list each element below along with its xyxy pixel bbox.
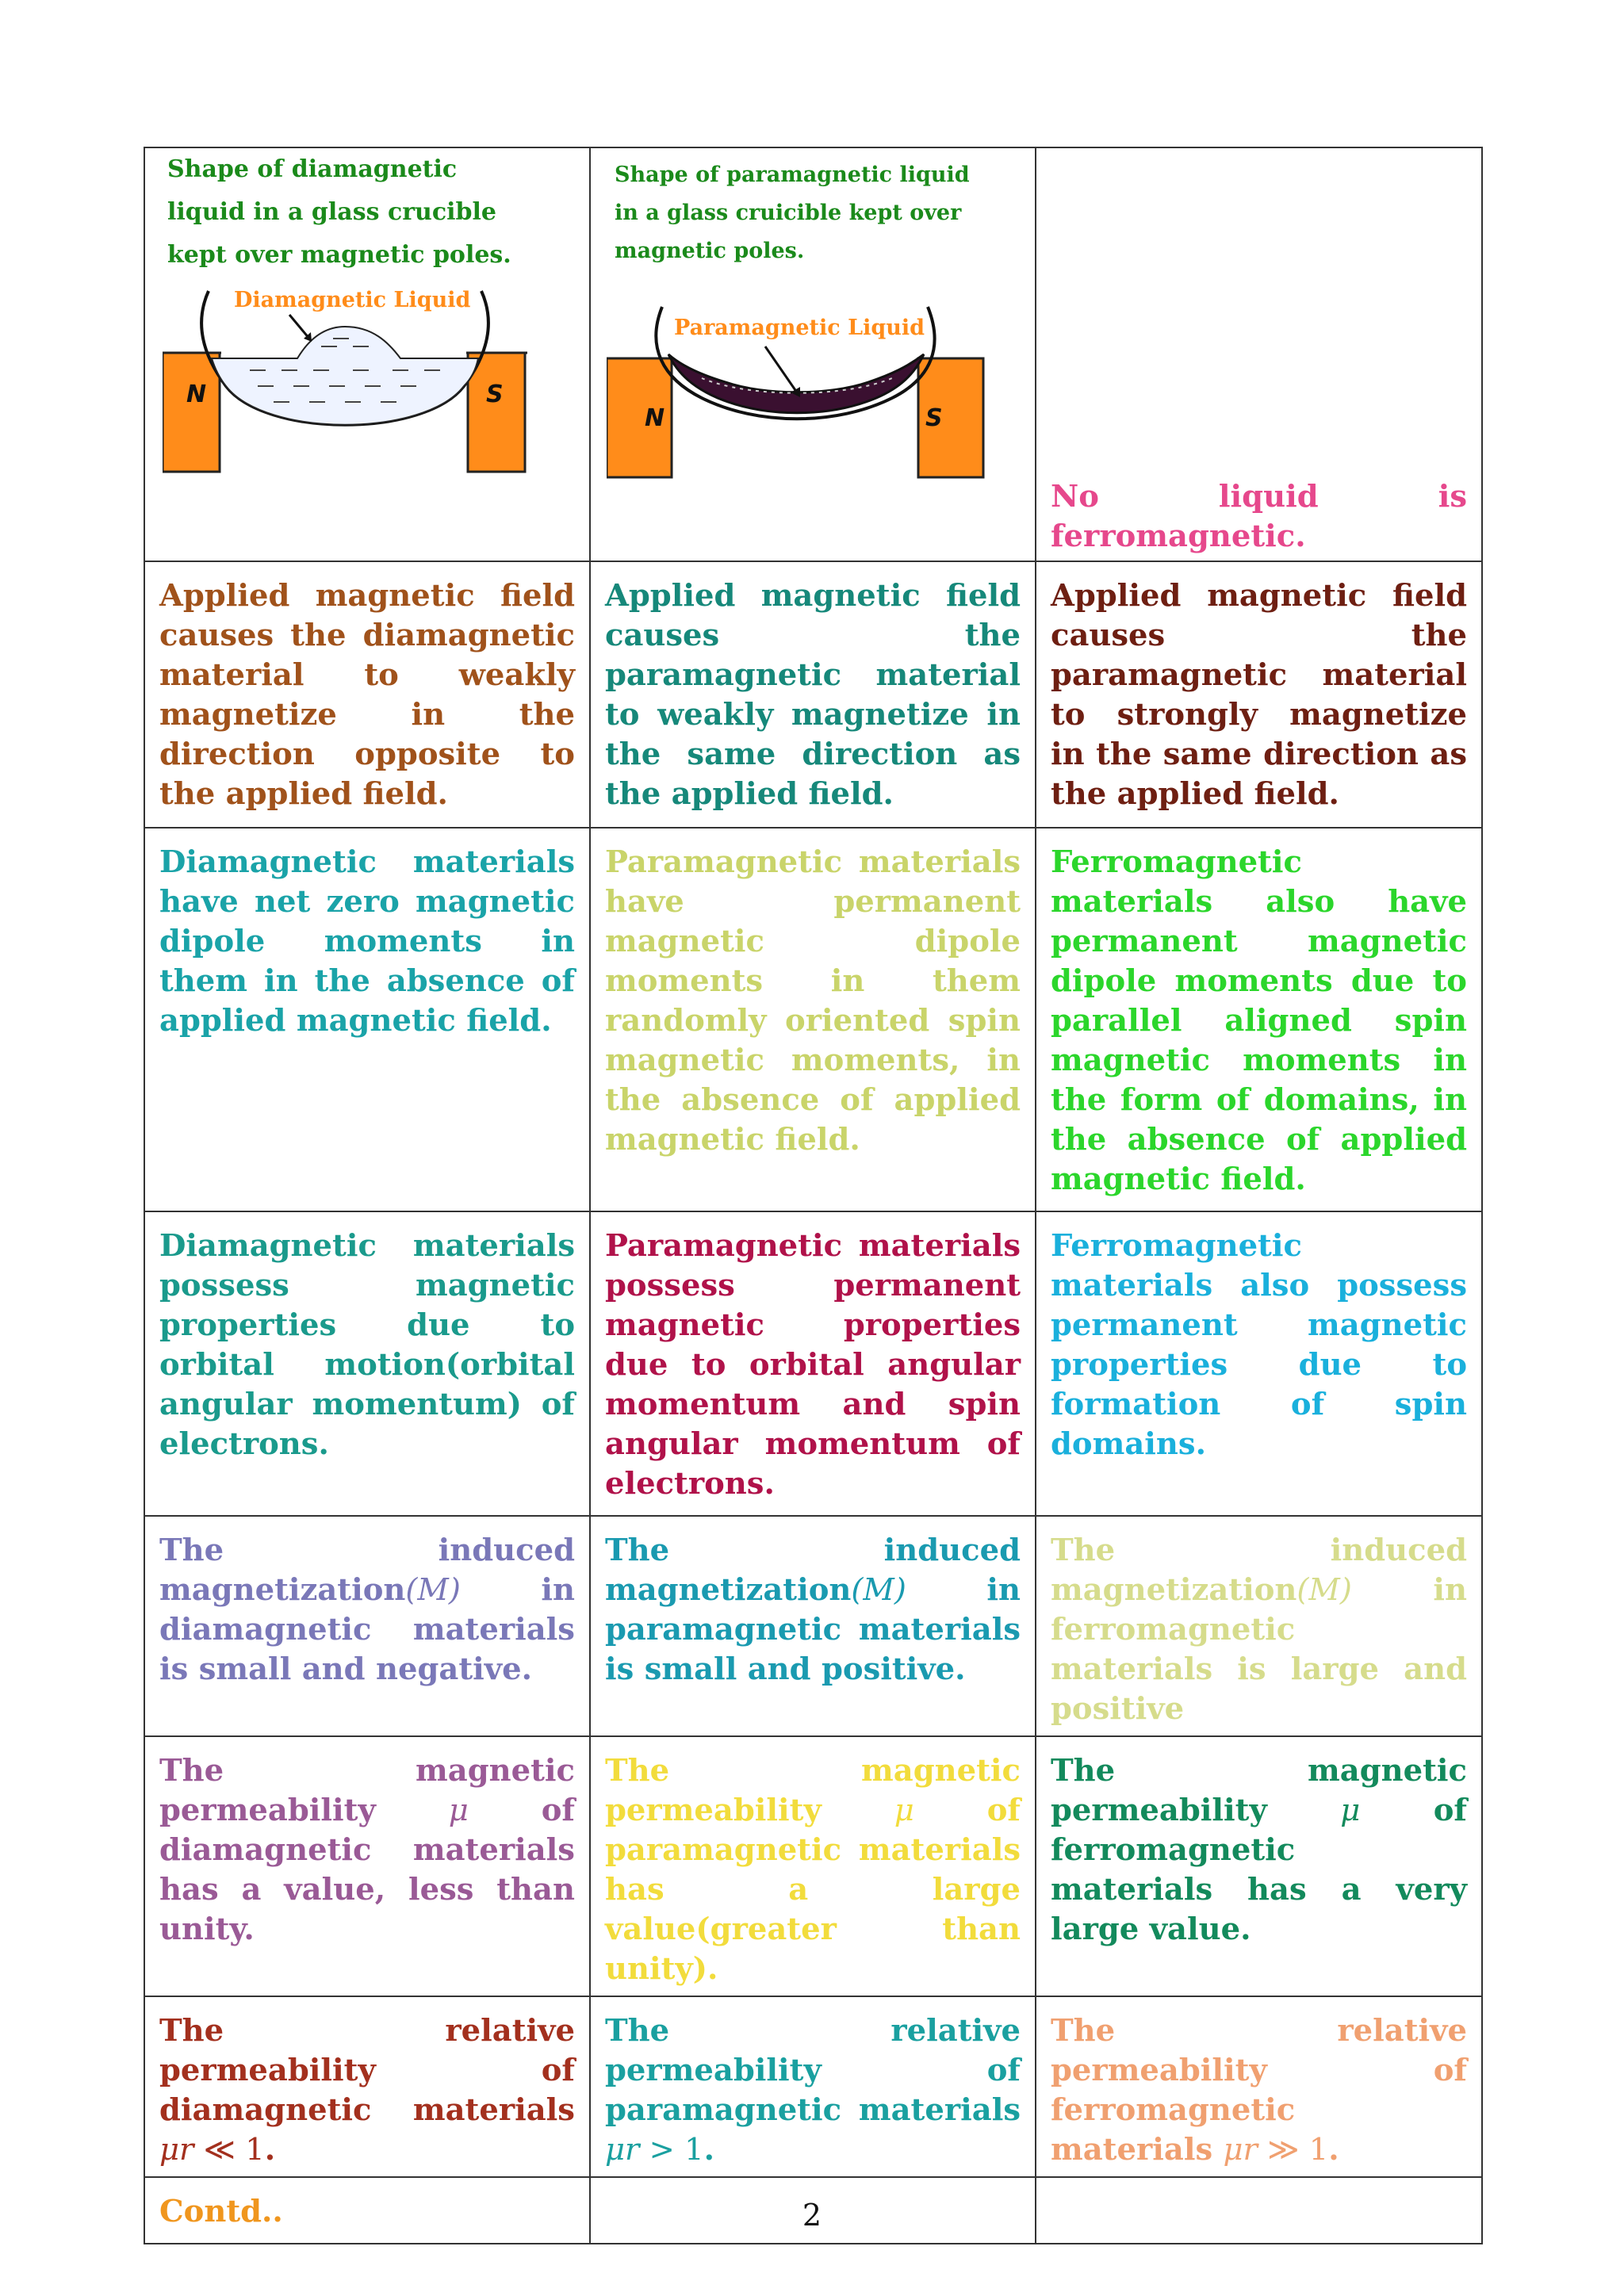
dia-text: The relative permeability of diamagnetic materials μr ≪ 1.: [159, 2013, 575, 2168]
para-cell: [590, 1996, 1036, 2177]
ferromagnetic-note: No liquid is ferromagnetic.: [1051, 479, 1467, 554]
ferromagnetic-figure-cell: [1036, 147, 1482, 561]
paramagnetic-caption: Shape of paramagnetic liquid in a glass cruicible kept over magnetic poles.: [615, 163, 970, 263]
page-number: 2: [802, 2198, 822, 2233]
ferro-cell: [1036, 561, 1482, 828]
row-permeability: [144, 1736, 1482, 1996]
para-cell: [590, 1516, 1036, 1736]
paramagnetic-liquid-label: Paramagnetic Liquid: [674, 316, 925, 340]
para-text: The magnetic permeability μ of paramagnetic materials has a large value(greater than unity).: [605, 1753, 1021, 1987]
pole-s-block: [468, 353, 525, 472]
ferro-cell: [1036, 1736, 1482, 1996]
dia-cell: [144, 1211, 590, 1516]
diamagnetic-liquid: [212, 327, 478, 425]
pole-s-label: S: [925, 404, 943, 432]
para-cell: [590, 561, 1036, 828]
pole-n-block: [163, 353, 220, 472]
ferro-text: The induced magnetization(M) in ferromagnetic materials is large and positive: [1051, 1533, 1467, 1727]
dia-text: Diamagnetic materials have net zero magnetic dipole moments in them in the absence of applied magnetic field.: [159, 844, 575, 1039]
ferro-text: Applied magnetic field causes the paramagnetic material to strongly magnetize in the same direction as the applied field.: [1051, 578, 1467, 812]
pole-n-label: N: [645, 404, 665, 432]
dia-text: The magnetic permeability μ of diamagnetic materials has a value, less than unity.: [159, 1753, 575, 1947]
label-arrow: [765, 346, 797, 392]
ferro-text: The magnetic permeability μ of ferromagnetic materials has a very large value.: [1051, 1753, 1467, 1947]
row-dipole-moments: [144, 828, 1482, 1211]
ferro-text: Ferromagnetic materials also possess permanent magnetic properties due to formation of spin domains.: [1051, 1228, 1467, 1462]
ferro-cell: [1036, 1211, 1482, 1516]
diamagnetic-caption: Shape of diamagnetic liquid in a glass crucible kept over magnetic poles.: [167, 155, 511, 269]
dia-cell: [144, 1516, 590, 1736]
paramagnetic-crucible-figure: [607, 299, 987, 505]
ferro-cell: [1036, 1996, 1482, 2177]
dia-cell: [144, 1736, 590, 1996]
para-cell: [590, 1736, 1036, 1996]
diamagnetic-figure-cell: [144, 147, 590, 561]
dia-cell: [144, 561, 590, 828]
label-arrow: [289, 315, 309, 339]
para-cell: [590, 828, 1036, 1211]
para-text: The relative permeability of paramagnetic materials μr > 1.: [605, 2013, 1021, 2168]
row-origin-properties: [144, 1211, 1482, 1516]
para-text: The induced magnetization(M) in paramagnetic materials is small and positive.: [605, 1533, 1021, 1687]
ferro-cell: [1036, 828, 1482, 1211]
diamagnetic-liquid-label: Diamagnetic Liquid: [234, 288, 471, 312]
para-text: Paramagnetic materials have permanent magnetic dipole moments in them randomly oriented spin magnetic moments, in the absence of applied magnetic field.: [605, 844, 1021, 1158]
para-text: Applied magnetic field causes the paramagnetic material to weakly magnetize in the same direction as the applied field.: [605, 578, 1021, 812]
para-cell: [590, 1211, 1036, 1516]
row-magnetization: [144, 1516, 1482, 1736]
dia-text: The induced magnetization(M) in diamagnetic materials is small and negative.: [159, 1533, 575, 1687]
ferro-cell: [1036, 1516, 1482, 1736]
para-text: Paramagnetic materials possess permanent magnetic properties due to orbital angular momentum and spin angular momentum of electrons.: [605, 1228, 1021, 1502]
paramagnetic-figure-cell: [590, 147, 1036, 561]
figure-row: [144, 147, 1482, 561]
row-relative-permeability: [144, 1996, 1482, 2177]
pole-s-label: S: [486, 381, 504, 408]
paramagnetic-liquid: [668, 354, 924, 413]
row-applied-field: [144, 561, 1482, 828]
contd-text: Contd..: [159, 2194, 283, 2229]
ferro-text: Ferromagnetic materials also have permanent magnetic dipole moments due to parallel aligned spin magnetic moments in the form of domains, in the absence of applied magnetic field.: [1051, 844, 1467, 1197]
diamagnetic-crucible-figure: [163, 283, 543, 489]
dia-text: Diamagnetic materials possess magnetic properties due to orbital motion(orbital angular momentum) of electrons.: [159, 1228, 575, 1462]
dia-text: Applied magnetic field causes the diamagnetic material to weakly magnetize in the direction opposite to the applied field.: [159, 578, 575, 812]
comparison-table: [144, 147, 1483, 2244]
dia-cell: [144, 828, 590, 1211]
ferro-text: The relative permeability of ferromagnetic materials μr ≫ 1.: [1051, 2013, 1467, 2168]
dia-cell: [144, 1996, 590, 2177]
pole-n-label: N: [186, 381, 207, 408]
